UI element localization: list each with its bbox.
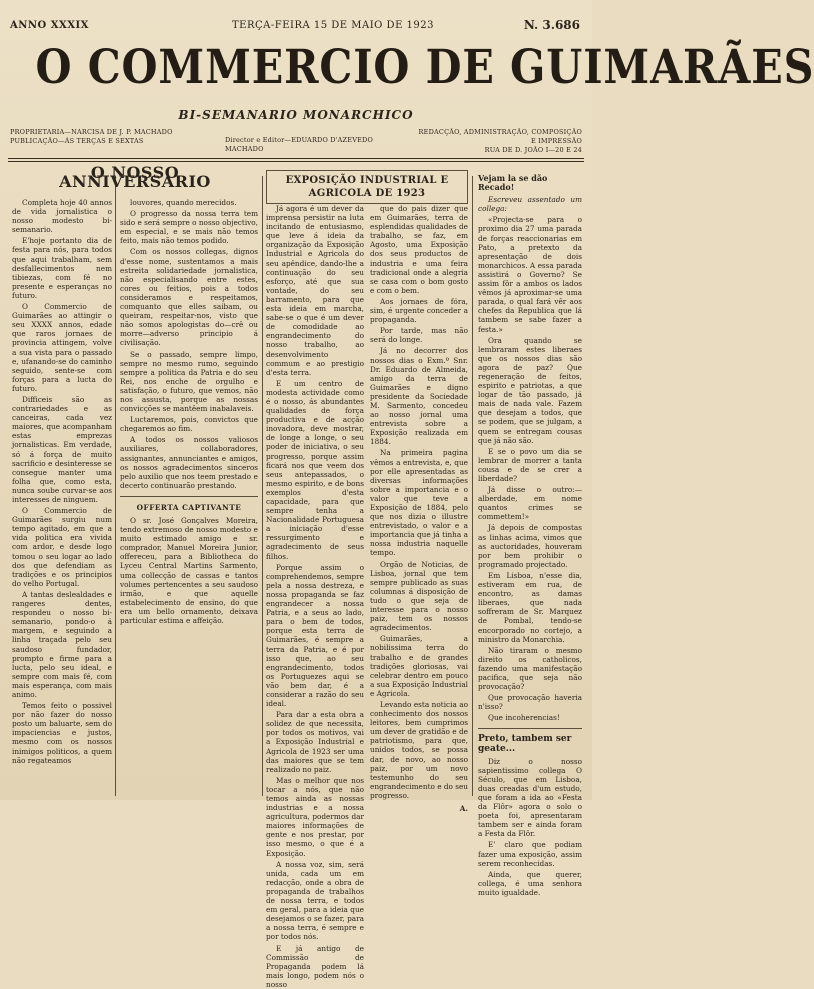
- side-paragraph: E se o povo um dia se lembrar de morrer a tanta cousa e de se crer a liberdade?: [478, 446, 582, 483]
- box-rule: [120, 496, 258, 497]
- masthead-topline: [0, 18, 592, 36]
- exposition-paragraph: que do pais dizer que em Guimarães, terra de esplendidas qualidades de trabalho, se faz, em Agosto, uma Exposição dos seus productos de industria e uma feira tradicional onde a alegria se casa com o bom gosto e com o bem.: [370, 204, 468, 295]
- side-paragraph: Diz o nosso sapientissimo collega O Século, que em Lisboa, duas creadas d'um estudo, que foram a ida ao «Festa da Flôr» agora o solo o poeta foi, apresentaram tambem ser e ainda foram a Festa da Flôr.: [478, 756, 582, 839]
- exposition-paragraph: Já no decorrer dos nossos dias o Exm.º Snr. Dr. Eduardo de Almeida, amigo da terra de Guimarães e digno presidente da Sociedade M. Sarmento, concedeu ao nosso jornal uma entrevista sobre a Exposição realizada em 1884.: [370, 346, 468, 447]
- newspaper-subtitle: BI-SEMANARIO MONARCHICO: [178, 108, 414, 122]
- anniversary-paragraph: E'hoje portanto dia de festa para nós, para todos que aqui trabalham, sem desfallecimentos nem tibiezas, com fé no presente e esperanças no futuro.: [12, 236, 112, 300]
- exposition-paragraph: Guimarães, a nobilissima terra do trabalho e de grandes tradições gloriosas, vai celebrar dentro em pouco a sua Exposição Industrial e Agricola.: [370, 634, 468, 698]
- side-intro: Escreveu assentado um collega:: [478, 195, 582, 214]
- publication-line: PUBLICAÇÃO—ÁS TERÇAS E SEXTAS: [10, 137, 144, 145]
- exposition-signature: A.: [459, 804, 468, 813]
- exposition-headline: EXPOSIÇÃO INDUSTRIAL E AGRICOLA DE 1923: [266, 170, 468, 204]
- anniversary-paragraph: O Commercio de Guimarães surgiu num tempo agitado, em que a vida politica era vivida com ardor, e desde logo tomou o seu logar ao lado dos que defendiam as tradições e os principios do velho Portugal.: [12, 506, 112, 588]
- address-line-3: RUA DE D. JOÃO I—20 E 24: [484, 146, 582, 154]
- side-paragraph: Ainda, que querer, collega, é uma senhora muito igualdade.: [478, 869, 582, 897]
- exposition-paragraph: Orgão de Noticias, de Lisboa, jornal que tem sempre publicado as suas columnas á disposição de tudo o que seja de interesse para o nosso paiz, tem os nossos agradecimentos.: [370, 559, 468, 633]
- side-paragraph: Já disse o outro:—alberdade, em nome quantos crimes se commettem!»: [478, 485, 582, 522]
- address-line-2: E IMPRESSÃO: [530, 137, 582, 145]
- side-paragraph: Que incoherencias!: [488, 713, 560, 723]
- anniversary-headline: O NOSSO ANNIVERSARIO: [59, 163, 211, 192]
- offer-box-title: OFFERTA CAPTIVANTE: [136, 502, 242, 512]
- anniversary-paragraph: O Commercio de Guimarães ao attingir o seu XXXX annos, edade que raros jornaes de provincia attingem, volve a sua vista para o passado e, ufanando-se do caminho seguido, sente-se com forças para a lucta do futuro.: [12, 302, 112, 393]
- anniversary-paragraph: Com os nossos collegas, dignos d'esse nome, sustentamos a mais estreita solidariedade jornalistica, não especialisando entre estes, cores ou feitios, pois a todos consideramos e respeitamos, comquanto que elles saibam, ou queiram, respeitar-nos, visto que não somos apologistas do—crê ou morre—adverso principio á civilisação.: [120, 247, 258, 348]
- exposition-paragraph: A nossa voz, sim, será unida, cada um em redacção, onde a obra de propaganda de trabalhos de nossa terra, e todos em geral, para a ideia que desejamos o se fazer, para a nossa terra, é sempre e por todos nós.: [266, 859, 364, 942]
- exposition-paragraph: Para dar a esta obra a solidez de que necessita, por todos os motivos, vai a Exposição Industrial e Agricola de 1923 ser uma das maiores que se tem realizado no paiz.: [266, 710, 364, 774]
- anniversary-paragraph: Temos feito o possivel por não fazer do nosso posto um baluarte, sem do impaciencias e justos, mesmo com os nossos inimigos politicos, a quem não regateamos: [12, 701, 112, 765]
- side-paragraph: Já depois de compostas as linhas acima, vimos que as auctoridades, houveram por bem prohibir o programado projectado.: [478, 523, 582, 569]
- side-headline-2: Preto, tambem ser geate...: [478, 734, 572, 754]
- exposition-paragraph: E já antigo de Commissão de Propaganda podem lá mais longo, podem nós o nosso: [266, 943, 364, 989]
- exposition-column-1: [266, 204, 364, 989]
- anniversary-column-2: [120, 198, 258, 796]
- exposition-paragraph: Na primeira pagina vêmos a entrevista, e, que por elle apresentadas as diversas informações sobre a importancia e o valor que teve a Exposição de 1884, pelo que nos dizia o illustre entrevistado, o valor e a importancia que já tinha a nossa industria naquelle tempo.: [370, 448, 468, 558]
- anniversary-paragraph: Luctaremos, pois, convictos que chegaremos ao fim.: [120, 415, 258, 434]
- offer-box-text: O sr. José Gonçalves Moreira, tendo extremoso de nosso modesto e muito estimado amigo e sr. comprador, Manuel Moreira Junior, offereceu, para a Bibliotheca do Lyceu Central Martins Sarmento, uma collecção de cassas e tantos volumes pertencentes a seu saudoso irmão, e que aquelle estabelecimento de ensino, do que era um bello ornamento, deixava particular estima e affeição.: [120, 516, 258, 626]
- newspaper-title: O COMMERCIO DE GUIMARÃES: [35, 40, 814, 95]
- column-divider: [472, 176, 473, 796]
- anniversary-paragraph: Se o passado, sempre limpo, sempre no mesmo rumo, seguindo sempre a politica da Patria e do seu Rei, nos enche de orgulho e satisfação, o futuro, que vemos, não nos assusta, porque as nossas convicções se mantêem inabalaveis.: [120, 349, 258, 414]
- exposition-paragraph: Já agora é um dever da imprensa persistir na luta incitando de entusiasmo, que leve á ideia da organização da Exposição Industrial e Agricola do seu apêndice, dando-lhe a continuação do seu esforço, até que sua vontade, do seu barramento, para que esta ideia em marcha, sabe-se o que é um dever de comodidade ao engrandecimento do nosso trabalho, ao desenvolvimento commum e ao prestigio d'esta terra.: [266, 204, 364, 377]
- side-paragraph: E' claro que podiam fazer uma exposição, assim serem reconhecidas.: [478, 840, 582, 868]
- anniversary-paragraph: A todos os nossos valiosos auxiliares, collaboradores, assignantes, annunciantes e amigos, os nossos agradecimentos sinceros pelo auxilio que nos teem prestado e decerto continuarão prestando.: [120, 435, 258, 490]
- issue-date: TERÇA-FEIRA 15 DE MAIO DE 1923: [232, 20, 435, 31]
- exposition-paragraph: Porque assim o comprehendemos, sempre pela a nossa destreza, e nossa propaganda se faz engrandecer a nossa Patria, e a seus ao lado, para o bem de todos, porque esta terra de Guimarães, é sempre a terra da Patria, e é por isso que, ao seu engrandecimento, todos os Portuguezes aqui se vão bem dar, é a considerar a razão do seu ideal.: [266, 562, 364, 709]
- anniversary-paragraph: O progresso da nossa terra tem sido e será sempre o nosso objectivo, em especial, e se mais não temos feito, mais não temos podido.: [120, 209, 258, 246]
- anniversary-paragraph: Difficeis são as contrariedades e as canceiras, cada vez maiores, que acompanham estas emprezas jornalisticas. Em verdade, só á força de muito sacrificio e desinteresse se consegue manter uma folha que, como esta, nunca soube curvar-se aos interesses de ninguem.: [12, 394, 112, 504]
- exposition-headline-box: [266, 170, 468, 199]
- side-headline: Vejam la se dão Recado!: [478, 173, 548, 193]
- director-line: Director e Editor—EDUARDO D'AZEVEDO MACHADO: [225, 136, 373, 153]
- exposition-column-2: [370, 204, 469, 813]
- side-column: [478, 173, 582, 897]
- exposition-paragraph: Mas o melhor que nos tocar a nós, que não temos ainda as nossas industrias e a nossa agricultura, podermos dar maiores informações de gente e nos prestar, por isso mesmo, o que é a Exposição.: [266, 775, 364, 858]
- anniversary-paragraph: A tantas deslealdades e rangeres dentes, respondeu o nosso bi-semanario, pondo-o á margem, e seguindo a linha traçada pelo seu saudoso fundador, prompto e firme para a lucta, pelo seu ideal, e sempre com mais fé, com mais esperança, com mais animo.: [12, 589, 112, 699]
- column-divider: [115, 176, 116, 796]
- masthead-rule-thin: [8, 161, 584, 162]
- anniversary-paragraph: louvores, quando merecidos.: [130, 198, 237, 207]
- side-paragraph: Não tiraram o mesmo direito os catholicos, fazendo uma manifestação pacifica, que seja não provocação?: [478, 645, 582, 692]
- proprietor-line: PROPRIETARIA—NARCISA DE J. P. MACHADO: [10, 128, 173, 136]
- anniversary-paragraph: Completa hoje 40 annos de vida jornalistica o nosso modesto bi-semanario.: [12, 198, 112, 235]
- masthead-rule: [8, 158, 584, 159]
- anniversary-headline-box: [12, 163, 258, 192]
- anniversary-column-1: [12, 198, 112, 796]
- address-line-1: REDACÇÃO, ADMINISTRAÇÃO, COMPOSIÇÃO: [418, 128, 582, 136]
- publisher-info: [10, 128, 210, 146]
- side-paragraph: Em Lisboa, n'esse dia, estiveram em rua, de encontro, as damas liberaes, que nada soffreram de Sr. Marquez de Pombal, tendo-se encorporado no cortejo, a ministro da Monarchia.: [478, 570, 582, 644]
- side-paragraph: Que provocação haveria n'isso?: [478, 693, 582, 712]
- column-divider: [262, 176, 263, 796]
- year-label: ANNO XXXIX: [10, 20, 89, 31]
- side-paragraph: «Projecta-se para o proximo dia 27 uma parada de forças reaccionarias em Pato, a pretexto da apresentação de dois monarchicos. A essa parada assistirá o Governo? Se assim fôr a ambos os lados vêmos já aproximar-se uma parada, o qual fará vêr aos chefes da Republica que lá tambem se sabe fazer a festa.»: [478, 215, 582, 334]
- issue-number: N. 3.686: [523, 18, 580, 32]
- side-rule: [478, 728, 582, 729]
- exposition-paragraph: Levando esta noticia ao conhecimento dos nossos leitores, bem cumprimos um dever de gratidão e de patriotismo, para que, unidos todos, se possa dar, de novo, ao nosso paiz, por um novo testemunho do seu engrandecimento e do seu progresso.: [370, 699, 469, 800]
- exposition-paragraph: Por tarde, mas não será do longe.: [370, 326, 468, 345]
- address-info: [407, 128, 582, 155]
- exposition-paragraph: Aos jornaes de fóra, sim, é urgente conceder a propaganda.: [370, 296, 468, 325]
- exposition-paragraph: E um centro de modesta actividade como é o nosso, ás abundantes qualidades de força productiva e de acção inovadora, deve mostrar, de longe a longe, o seu poder de iniciativa, o seu progresso, porque assim ficará nos que veem dos seus antepassados, o mesmo espirito, e de bons exemplos d'esta capacidade, para que sempre tenha a Nacionalidade Portuguesa a iniciação d'esse ressurgimento e agradecimento de seus filhos.: [266, 378, 364, 561]
- side-paragraph: Ora quando se lembraram estes liberaes que os nossos dias são agora de paz? Que regeneração de feitos, espirito e patriotas, a que logar de tão passado, já mais de nada vale. Fazem que desejam a todos, que se podem, que se julgam, a quem se entregam cousas que já não são.: [478, 335, 582, 445]
